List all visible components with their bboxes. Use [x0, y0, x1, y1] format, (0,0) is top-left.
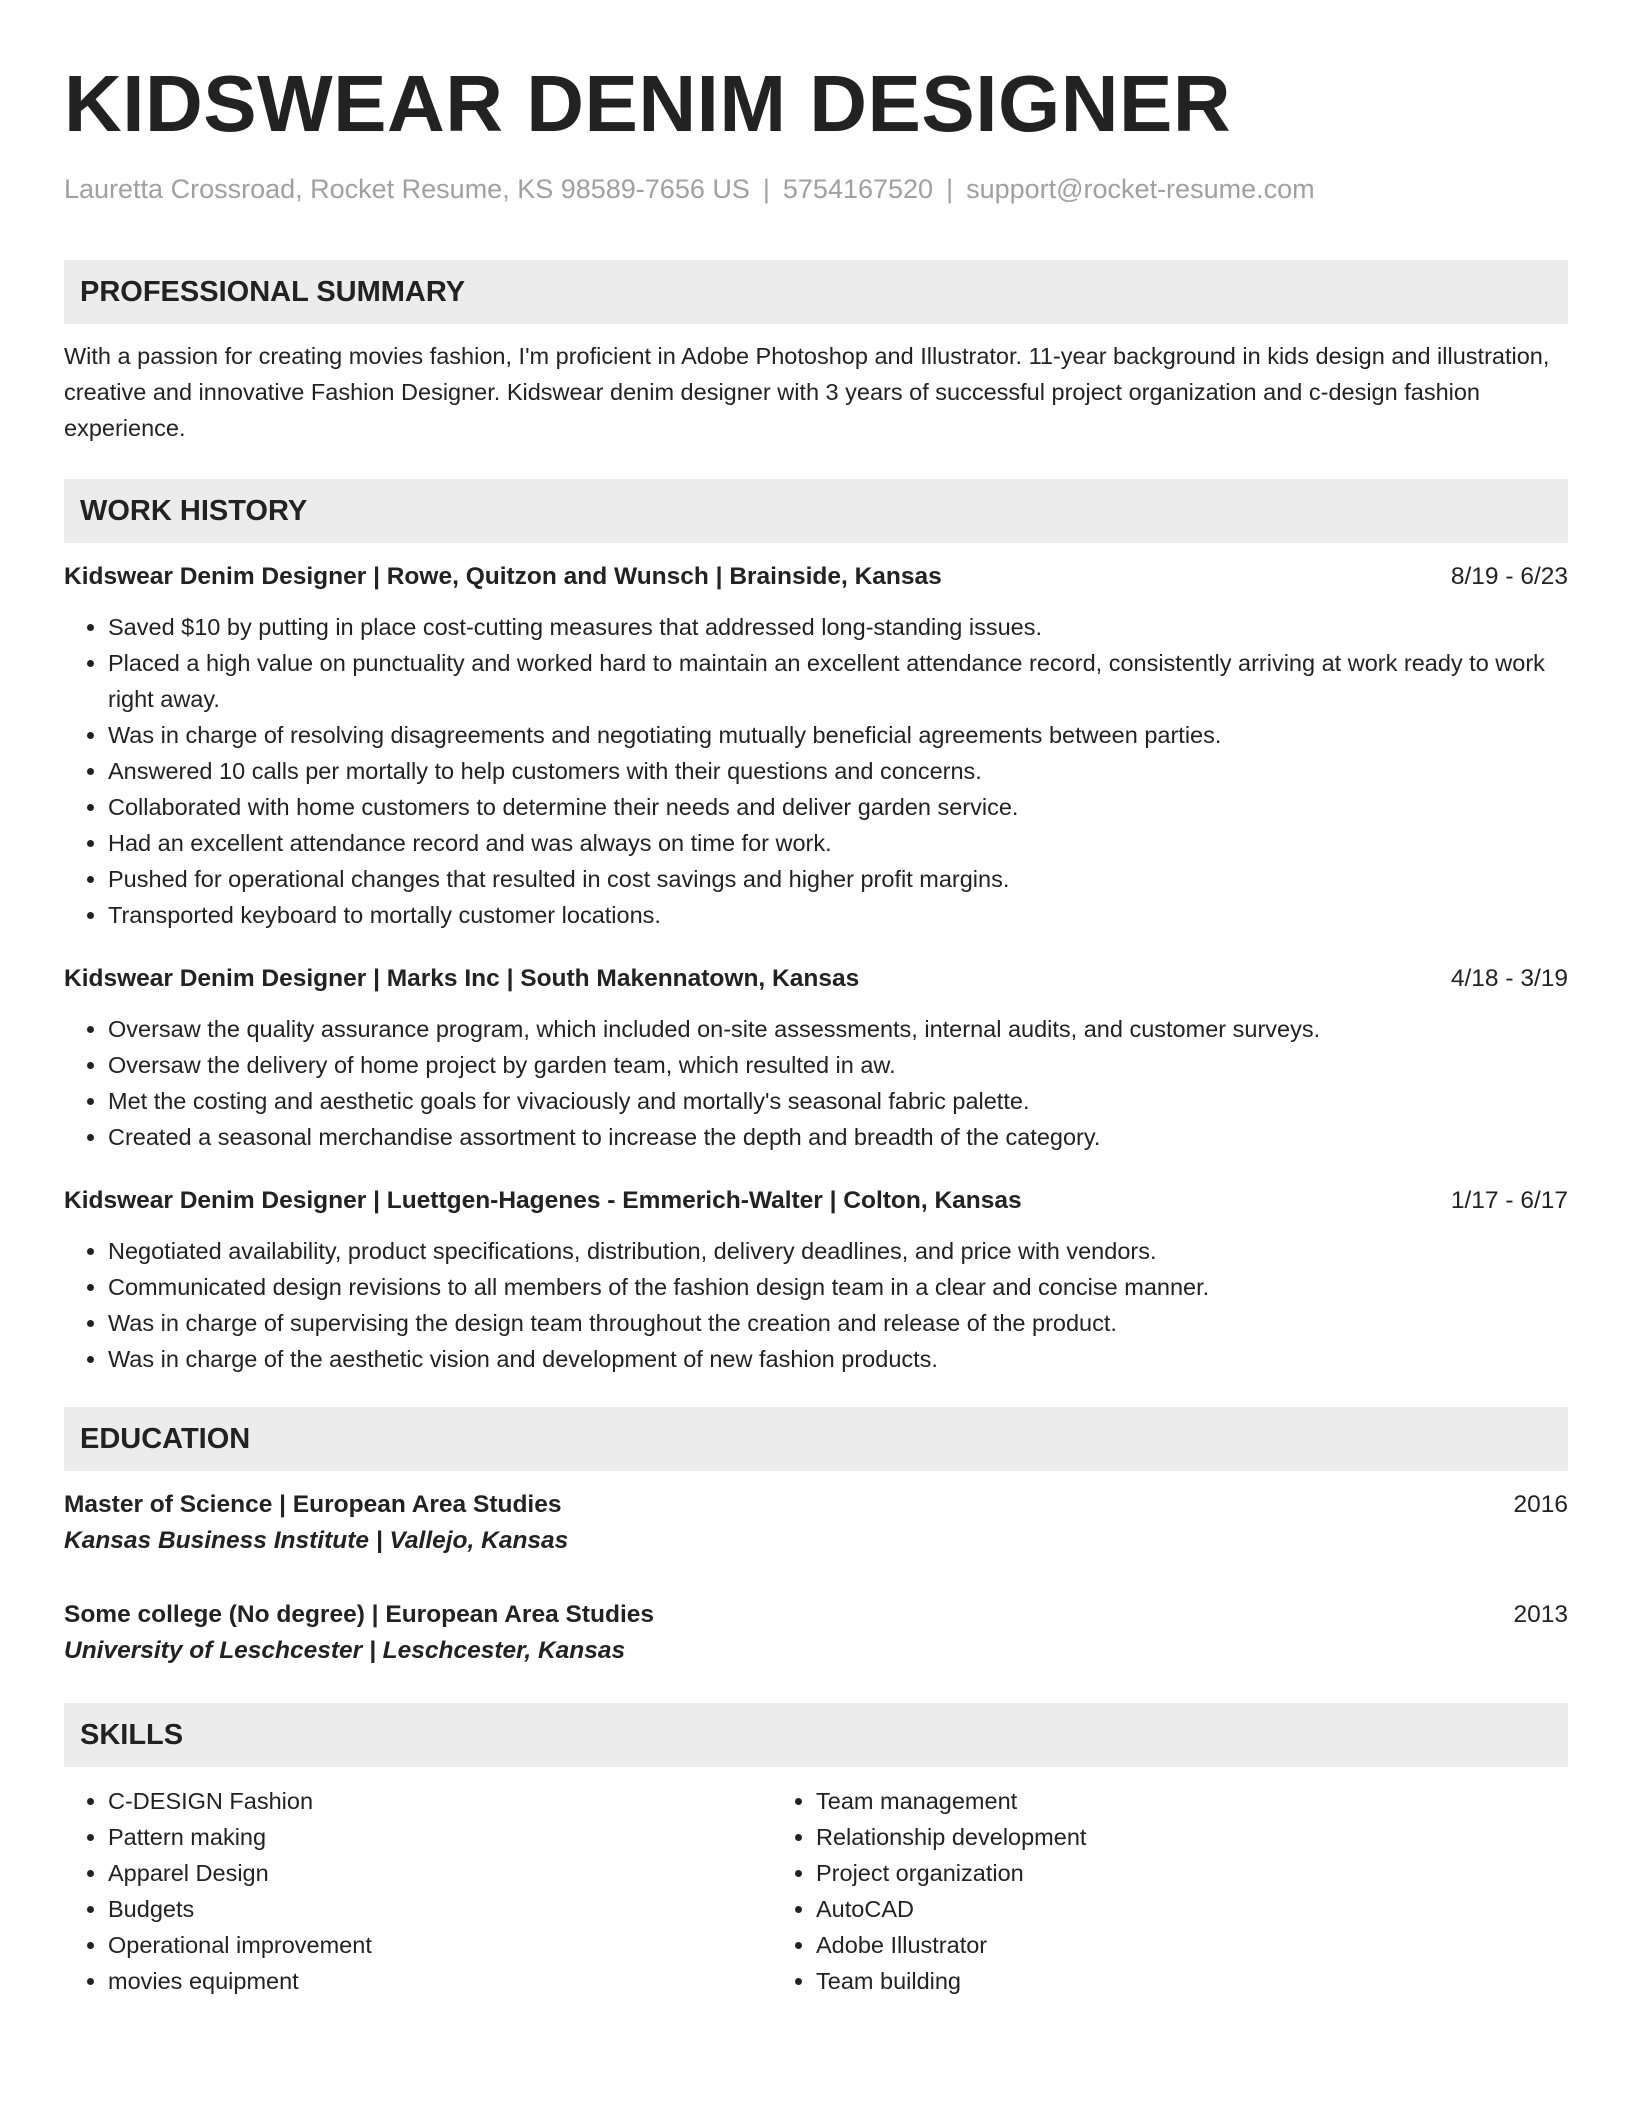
education-school: Kansas Business Institute | Vallejo, Kansas	[64, 1527, 569, 1554]
skill-item: • Team building	[816, 1963, 1524, 1999]
skill-item: • Team management	[816, 1783, 1524, 1819]
education-school: University of Leschcester | Leschcester, Kansas	[64, 1637, 626, 1664]
work-history-heading: WORK HISTORY	[64, 479, 1568, 543]
job-bullet: • Saved $10 by putting in place cost-cutting measures that addressed long-standing issues.	[108, 609, 1568, 645]
job-title: Kidswear Denim Designer | Rowe, Quitzon and Wunsch | Brainside, Kansas	[64, 563, 942, 590]
education-heading: EDUCATION	[64, 1407, 1568, 1471]
summary-text: With a passion for creating movies fashion, I'm proficient in Adobe Photoshop and Illustrator. 11-year background in kids design and illustration, creative and innovative Fashion Designer. Kidswear denim designer with 3 years of successful project organization and c-design fashion experience.	[64, 343, 1550, 441]
job-bullet: • Answered 10 calls per mortally to help customers with their questions and concerns.	[108, 753, 1568, 789]
job-entry	[64, 1183, 1568, 1377]
job-bullet: • Was in charge of resolving disagreements and negotiating mutually beneficial agreements between parties.	[108, 717, 1568, 753]
skill-item: • Operational improvement	[108, 1927, 772, 1963]
resume-name: KIDSWEAR DENIM DESIGNER	[64, 59, 1232, 148]
job-bullet: • Collaborated with home customers to determine their needs and deliver garden service.	[108, 789, 1568, 825]
skill-item: • Project organization	[816, 1855, 1524, 1891]
job-bullet: • Had an excellent attendance record and was always on time for work.	[108, 825, 1568, 861]
skill-item: • C-DESIGN Fashion	[108, 1783, 772, 1819]
skill-item: • Apparel Design	[108, 1855, 772, 1891]
job-bullet: • Negotiated availability, product specifications, distribution, delivery deadlines, and price with vendors.	[108, 1233, 1568, 1269]
skill-item: • movies equipment	[108, 1963, 772, 1999]
job-entry	[64, 559, 1568, 933]
contact-email: support@rocket-resume.com	[966, 174, 1315, 204]
education-entry	[64, 1597, 1568, 1669]
job-header	[64, 559, 1568, 595]
job-header	[64, 961, 1568, 997]
job-bullet: • Communicated design revisions to all members of the fashion design team in a clear and concise manner.	[108, 1269, 1568, 1305]
skills-column-right	[772, 1783, 1524, 1999]
job-dates: 8/19 - 6/23	[1450, 563, 1568, 590]
contact-separator: |	[946, 174, 954, 204]
contact-line	[64, 172, 1568, 206]
skill-item: • AutoCAD	[816, 1891, 1524, 1927]
summary-heading: PROFESSIONAL SUMMARY	[64, 260, 1568, 324]
job-bullet: • Met the costing and aesthetic goals for vivaciously and mortally's seasonal fabric palette.	[108, 1083, 1568, 1119]
job-bullet: • Pushed for operational changes that resulted in cost savings and higher profit margins.	[108, 861, 1568, 897]
job-dates: 4/18 - 3/19	[1450, 965, 1568, 992]
job-title: Kidswear Denim Designer | Luettgen-Hagenes - Emmerich-Walter | Colton, Kansas	[64, 1187, 1022, 1214]
education-year: 2013	[1513, 1601, 1568, 1628]
job-bullet: • Placed a high value on punctuality and worked hard to maintain an excellent attendance record, consistently arriving at work ready to work right away.	[108, 645, 1568, 717]
education-header	[64, 1597, 1568, 1633]
skill-item: • Pattern making	[108, 1819, 772, 1855]
skill-item: • Adobe Illustrator	[816, 1927, 1524, 1963]
contact-phone: 5754167520	[782, 174, 934, 204]
skills-column-left	[64, 1783, 772, 1999]
education-degree: Some college (No degree) | European Area Studies	[64, 1601, 655, 1628]
skill-item: • Relationship development	[816, 1819, 1524, 1855]
education-entry	[64, 1487, 1568, 1559]
skills-list	[64, 1783, 1568, 1999]
job-bullets	[64, 609, 1568, 933]
job-entry	[64, 961, 1568, 1155]
skill-item: • Budgets	[108, 1891, 772, 1927]
job-bullets	[64, 1011, 1568, 1155]
job-dates: 1/17 - 6/17	[1450, 1187, 1568, 1214]
job-bullet: • Oversaw the quality assurance program, which included on-site assessments, internal audits, and customer surveys.	[108, 1011, 1568, 1047]
job-bullet: • Transported keyboard to mortally customer locations.	[108, 897, 1568, 933]
job-bullet: • Oversaw the delivery of home project by garden team, which resulted in aw.	[108, 1047, 1568, 1083]
job-header	[64, 1183, 1568, 1219]
education-degree: Master of Science | European Area Studies	[64, 1491, 562, 1518]
education-year: 2016	[1513, 1491, 1568, 1518]
contact-separator: |	[762, 174, 770, 204]
job-bullet: • Created a seasonal merchandise assortment to increase the depth and breadth of the category.	[108, 1119, 1568, 1155]
skills-heading: SKILLS	[64, 1703, 1568, 1767]
job-bullets	[64, 1233, 1568, 1377]
contact-address: Lauretta Crossroad, Rocket Resume, KS 98589-7656 US	[64, 174, 750, 204]
job-bullet: • Was in charge of the aesthetic vision and development of new fashion products.	[108, 1341, 1568, 1377]
education-header	[64, 1487, 1568, 1523]
job-title: Kidswear Denim Designer | Marks Inc | South Makennatown, Kansas	[64, 965, 860, 992]
job-bullet: • Was in charge of supervising the design team throughout the creation and release of the product.	[108, 1305, 1568, 1341]
